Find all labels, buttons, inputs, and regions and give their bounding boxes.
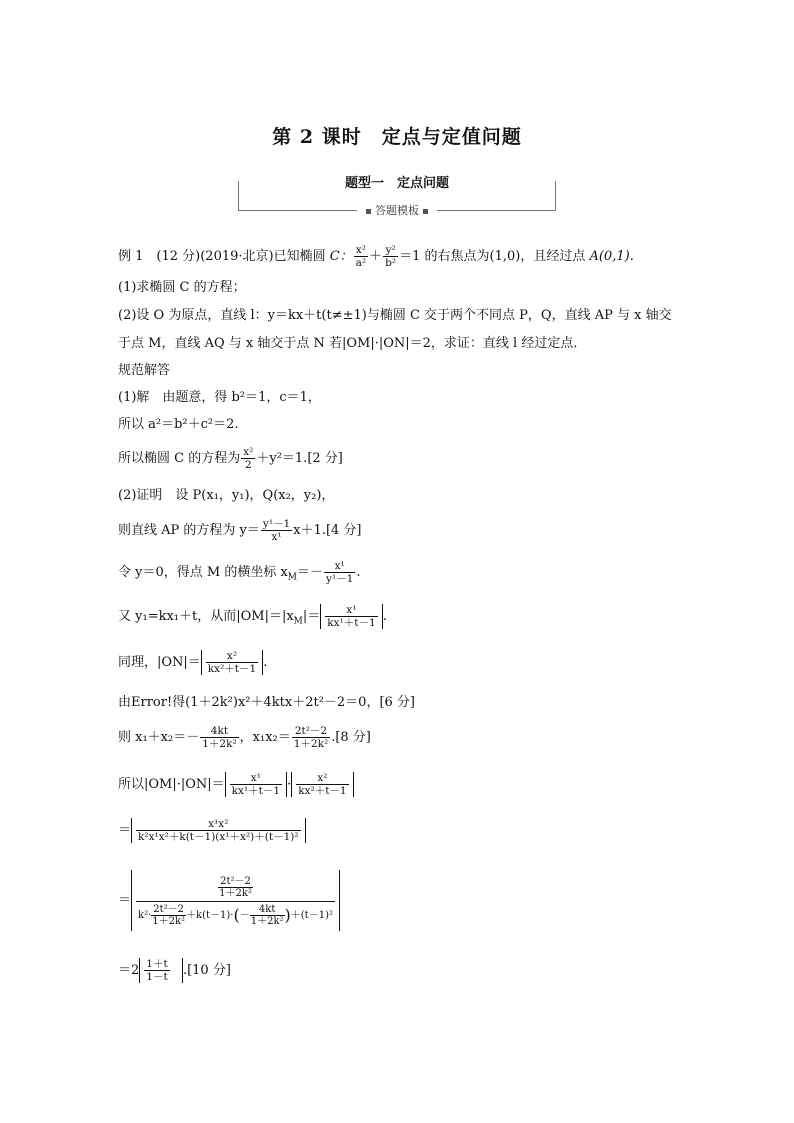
solution-step-14: ＝2 $\frac{1+t}{1-t}$ .[10 分] (118, 958, 231, 983)
solution-step-10: 则 x₁＋x₂＝－ $\frac{4kt}{\text{1＋2k²}}$ ，x₁x₂＝ $\frac{\text{2t²－2}}{\text{1＋2k²}}$ .[8 分] (118, 725, 371, 750)
fraction-product: $\frac{\text{2t²－2}}{\text{1＋2k²}}$ (293, 725, 329, 750)
fraction-sum: $\frac{4kt}{\text{1＋2k²}}$ (202, 725, 237, 750)
solution-step-12: ＝ $\frac{\text{x¹x²}}{\text{k²x¹x²＋k(t－1)(x¹＋x²)＋(t－1)²}}$ (118, 818, 306, 843)
fraction-x2-a2: $\frac{\text{x²}}{\text{a²}}$ (355, 244, 367, 269)
problem-q1: (1)求椭圆 C 的方程； (118, 280, 246, 295)
problem-q2-line-1: (2)设 O 为原点，直线 l：y＝kx＋t(t≠±1)与椭圆 C 交于两个不同点 P，Q，直线 AP 与 x 轴交 (118, 308, 672, 323)
solution-heading: 规范解答 (118, 363, 171, 378)
solution-step-7: 又 y₁=kx₁＋t，从而$|OM|=|x_M|=$ $\frac{\text{x¹}}{\text{kx¹＋t－1}}$ . (118, 604, 387, 629)
solution-step-8: 同理，|ON|＝ $\frac{\text{x²}}{\text{kx²＋t－1}}$ . (118, 650, 268, 675)
abs-om: $\frac{\text{x¹}}{\text{kx¹＋t－1}}$ (320, 604, 382, 629)
section-subheading: 答题模板 (239, 202, 555, 218)
abs-combined: $\frac{\text{x¹x²}}{\text{k²x¹x²＋k(t－1)(x¹＋x²)＋(t－1)²}}$ (131, 818, 306, 843)
fraction-slope-ap: $\frac{\text{y¹－1}}{\text{x¹}}$ (262, 518, 291, 543)
problem-line-1: 例 1 (12 分)(2019·北京)已知椭圆 C： $\frac{\text{x²}}{\text{a²}}$ ＋ $\frac{\text{y²}}{\text{b²}}$ ＝1 的右焦点为(1,0)，且经过点 A(0,1)． (118, 244, 643, 269)
abs-on: $\frac{\text{x²}}{\text{kx²＋t－1}}$ (201, 650, 263, 675)
abs-final: $\frac{1+t}{1-t}$ (139, 958, 183, 983)
solution-step-4: (2)证明 设 P(x₁，y₁)，Q(x₂，y₂)， (118, 488, 335, 503)
solution-step-9: 由Error!得(1＋2k²)x²＋4ktx＋2t²－2＝0，[6 分] (118, 695, 416, 710)
problem-q2-line-2: 于点 M，直线 AQ 与 x 轴交于点 N 若|OM|·|ON|＝2，求证：直线 l 经过定点． (118, 336, 587, 351)
solution-step-13: ＝ $\frac{\text{2t²－2}}{\text{1＋2k²}}$ k²· $\frac{\text{2t²－2}}{\text{1＋2k²}}$ ＋k(t－1)·(－ $\frac{4kt}{\text{1＋2k²}}$ )＋(t－1)² (118, 870, 340, 931)
abs-substituted: $\frac{\text{2t²－2}}{\text{1＋2k²}}$ k²· $\frac{\text{2t²－2}}{\text{1＋2k²}}$ ＋k(t－1)·(－ $\frac{4kt}{\text{1＋2k²}}$ )＋(t－1)² (131, 870, 340, 931)
solution-step-6: 令 y＝0，得点 M 的横坐标 $x_M=-$ $\frac{\text{x¹}}{\text{y¹－1}}$ . (118, 560, 361, 585)
solution-step-1: (1)解 由题意，得 b²＝1，c＝1， (118, 390, 321, 405)
solution-step-3: 所以椭圆 C 的方程为 $\frac{\text{x²}}{2}$ ＋y²＝1.[2 分] (118, 446, 343, 471)
solution-step-11: 所以|OM|·|ON|＝ $\frac{\text{x¹}}{\text{kx¹＋t－1}}$ · $\frac{\text{x²}}{\text{kx²＋t－1}}$ (118, 772, 354, 797)
section-banner (238, 176, 556, 217)
solution-step-5: 则直线 AP 的方程为 y＝ $\frac{\text{y¹－1}}{\text{x¹}}$ x＋1.[4 分] (118, 518, 362, 543)
page-title: 第 2 课时 定点与定值问题 (272, 126, 522, 148)
fraction-x2-2: $\frac{\text{x²}}{2}$ (243, 446, 254, 471)
section-heading: 题型一 定点问题 (344, 176, 449, 191)
fraction-xm: $\frac{\text{x¹}}{\text{y¹－1}}$ (326, 560, 354, 585)
fraction-y2-b2: $\frac{\text{y²}}{\text{b²}}$ (385, 244, 397, 269)
solution-step-2: 所以 a²＝b²＋c²＝2. (118, 417, 239, 432)
